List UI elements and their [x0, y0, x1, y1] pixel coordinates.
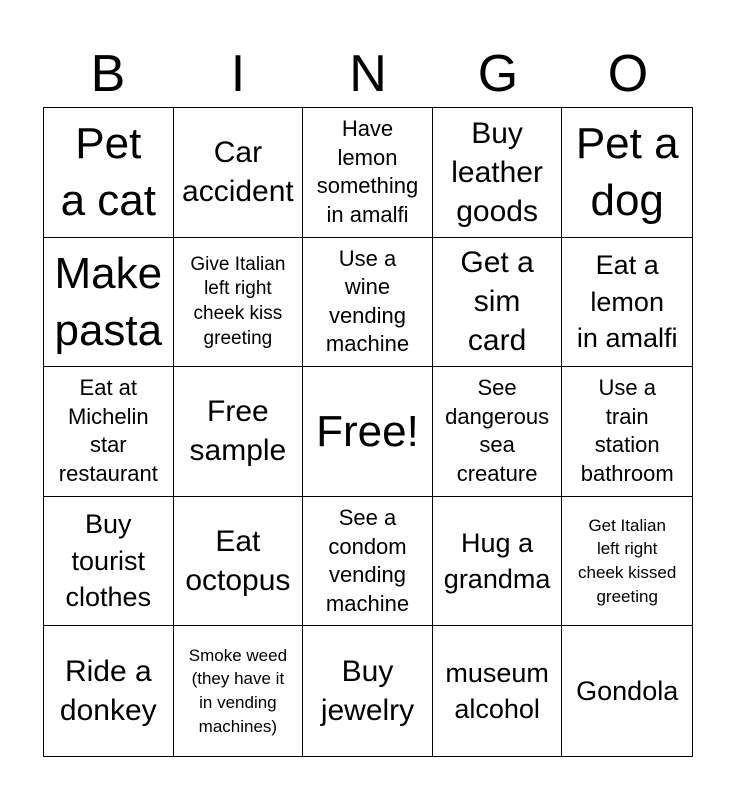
bingo-cell-text: Buy jewelry [320, 655, 415, 728]
bingo-cell-text: Buy leather goods [451, 116, 543, 228]
bingo-cell-text: See a condom vending machine [325, 504, 410, 616]
bingo-cell-text: Have lemon something in amalfi [316, 116, 419, 227]
header-letter-b: B [90, 45, 126, 103]
bingo-cell[interactable] [44, 238, 174, 368]
bingo-cell-text: Smoke weed (they have it in vending machines) [188, 645, 288, 736]
bingo-cell[interactable] [174, 238, 304, 368]
bingo-cell-text: Use a train station bathroom [580, 375, 674, 487]
bingo-cell-text: Buy tourist clothes [65, 509, 152, 613]
bingo-cell-text: See dangerous sea creature [445, 375, 550, 487]
bingo-cell-text: Hug a grandma [443, 527, 551, 595]
header-letter-o: O [607, 45, 649, 103]
bingo-cell[interactable] [303, 238, 433, 368]
bingo-cell[interactable] [174, 367, 304, 497]
bingo-cell[interactable] [174, 108, 304, 238]
bingo-cell-text: Get Italian left right cheek kissed greeting [578, 515, 677, 606]
bingo-cell-text: Give Italian left right cheek kiss greeting [190, 253, 286, 349]
bingo-cell-text: Pet a dog [575, 119, 679, 226]
bingo-cell[interactable] [303, 497, 433, 627]
bingo-cell[interactable] [174, 626, 304, 756]
bingo-cell[interactable] [562, 238, 692, 368]
bingo-cell[interactable] [44, 497, 174, 627]
bingo-cell-text: Ride a donkey [59, 655, 157, 728]
bingo-cell[interactable] [433, 108, 563, 238]
bingo-cell-text: Eat at Michelin star restaurant [58, 375, 158, 487]
bingo-cell[interactable] [44, 108, 174, 238]
bingo-cell[interactable] [433, 238, 563, 368]
header-letter-i: I [230, 45, 246, 103]
bingo-cell-text: Eat octopus [185, 525, 291, 598]
header-letter-n: N [349, 45, 387, 103]
bingo-cell-text: Make pasta [54, 248, 163, 355]
bingo-cell[interactable] [44, 367, 174, 497]
bingo-cell-text: Car accident [182, 136, 294, 209]
bingo-cell[interactable] [44, 626, 174, 756]
bingo-header [43, 40, 693, 108]
bingo-cell[interactable] [562, 497, 692, 627]
bingo-grid [43, 107, 693, 757]
bingo-cell[interactable] [303, 108, 433, 238]
bingo-cell[interactable] [303, 626, 433, 756]
bingo-cell[interactable] [174, 497, 304, 627]
bingo-cell-text: Free! [316, 406, 419, 456]
bingo-cell-text: Eat a lemon in amalfi [576, 250, 678, 354]
bingo-cell-text: Use a wine vending machine [325, 245, 410, 357]
bingo-cell-text: Free sample [189, 395, 287, 468]
bingo-cell[interactable] [562, 626, 692, 756]
bingo-cell[interactable] [433, 626, 563, 756]
bingo-cell-text: Gondola [576, 675, 679, 706]
bingo-cell[interactable] [433, 497, 563, 627]
bingo-cell[interactable] [562, 367, 692, 497]
bingo-cell-free[interactable] [303, 367, 433, 497]
bingo-cell[interactable] [433, 367, 563, 497]
header-letter-g: G [477, 45, 519, 103]
bingo-cell-text: museum alcohol [445, 657, 549, 725]
bingo-cell[interactable] [562, 108, 692, 238]
bingo-cell-text: Get a sim card [460, 246, 534, 358]
bingo-cell-text: Pet a cat [60, 119, 156, 226]
